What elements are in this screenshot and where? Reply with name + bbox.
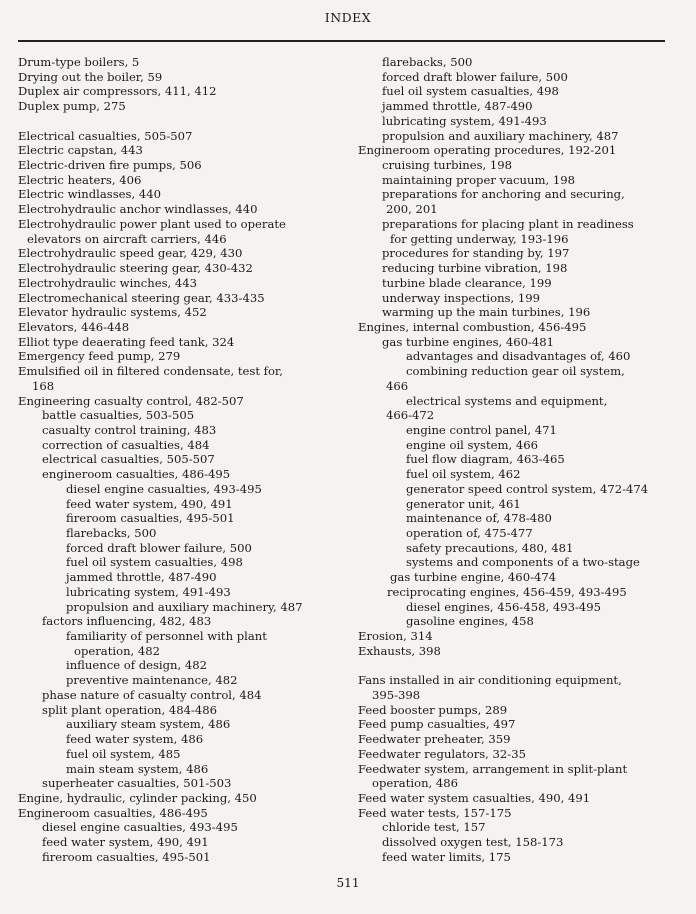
index-entry: forced draft blower failure, 500 <box>382 69 568 84</box>
index-entry: factors influencing, 482, 483 <box>42 614 212 629</box>
index-entry: feed water system, 490, 491 <box>66 496 233 511</box>
index-entry: cruising turbines, 198 <box>382 158 513 173</box>
index-entry: feed water limits, 175 <box>382 849 511 864</box>
index-entry: Feedwater system, arrangement in split-plant <box>358 761 628 776</box>
index-entry: correction of casualties, 484 <box>42 437 210 452</box>
index-entry: reciprocating engines, 456-459, 493-495 <box>387 584 627 599</box>
index-entry: 168 <box>32 378 55 393</box>
index-entry: underway inspections, 199 <box>382 290 540 305</box>
index-entry: flarebacks, 500 <box>66 526 157 540</box>
index-entry: operation, 486 <box>372 776 459 791</box>
index-entry: flarebacks, 500 <box>382 55 473 69</box>
index-entry: Electromechanical steering gear, 433-435 <box>18 290 265 305</box>
index-entry: 395-398 <box>372 687 421 702</box>
index-entry: systems and components of a two-stage <box>406 555 640 570</box>
index-entry: Elevator hydraulic systems, 452 <box>18 305 207 320</box>
page-header: INDEX <box>324 10 372 25</box>
index-column-left <box>18 55 303 865</box>
index-entry: Electric heaters, 406 <box>18 172 142 187</box>
index-entry: Feedwater regulators, 32-35 <box>358 746 526 761</box>
index-entry: Duplex pump, 275 <box>18 99 126 114</box>
index-entry: Fans installed in air conditioning equipment, <box>358 673 622 688</box>
index-entry: safety precautions, 480, 481 <box>406 540 574 555</box>
index-entry: elevators on aircraft carriers, 446 <box>27 231 227 246</box>
index-entry: fireroom casualties, 495-501 <box>66 511 235 526</box>
index-entry: fuel oil system casualties, 498 <box>382 84 559 99</box>
index-entry: Electric capstan, 443 <box>18 143 143 158</box>
index-entry: engine oil system, 466 <box>406 437 539 452</box>
index-entry: diesel engine casualties, 493-495 <box>42 820 238 835</box>
header-rule <box>18 40 665 42</box>
index-entry: combining reduction gear oil system, <box>406 364 625 379</box>
index-entry: dissolved oxygen test, 158-173 <box>382 835 564 850</box>
index-entry: Drying out the boiler, 59 <box>18 69 163 84</box>
index-entry: jammed throttle, 487-490 <box>66 570 217 585</box>
index-entry: turbine blade clearance, 199 <box>382 275 552 290</box>
index-entry: influence of design, 482 <box>66 658 208 673</box>
index-entry: gas turbine engine, 460-474 <box>390 570 557 585</box>
index-entry: fireroom casualties, 495-501 <box>42 849 211 864</box>
blank-line <box>18 114 303 129</box>
index-entry: Feed pump casualties, 497 <box>358 717 516 732</box>
index-entry: fuel flow diagram, 463-465 <box>406 452 565 467</box>
index-entry: Drum-type boilers, 5 <box>18 55 140 69</box>
index-entry: Feed water system casualties, 490, 491 <box>358 790 591 805</box>
index-entry: preventive maintenance, 482 <box>66 673 238 688</box>
index-entry: operation of, 475-477 <box>406 526 533 540</box>
index-entry: propulsion and auxiliary machinery, 487 <box>66 599 303 614</box>
index-entry: Engineroom operating procedures, 192-201 <box>358 143 617 158</box>
index-entry: feed water system, 486 <box>66 732 204 747</box>
index-entry: jammed throttle, 487-490 <box>382 99 533 114</box>
index-entry: Emulsified oil in filtered condensate, test for, <box>18 364 283 379</box>
index-entry: Feedwater preheater, 359 <box>358 732 511 747</box>
index-entry: preparations for anchoring and securing, <box>382 187 625 202</box>
index-entry: Electrohydraulic steering gear, 430-432 <box>18 261 253 276</box>
index-entry: generator speed control system, 472-474 <box>406 481 649 496</box>
index-entry: Elevators, 446-448 <box>18 319 130 334</box>
index-entry: propulsion and auxiliary machinery, 487 <box>382 128 619 143</box>
index-entry: Electrohydraulic speed gear, 429, 430 <box>18 246 243 261</box>
index-entry: gasoline engines, 458 <box>406 614 534 629</box>
index-entry: maintenance of, 478-480 <box>406 511 552 526</box>
index-entry: Electrohydraulic power plant used to operate <box>18 216 286 231</box>
index-entry: auxiliary steam system, 486 <box>66 717 231 732</box>
index-entry: main steam system, 486 <box>66 761 209 776</box>
index-entry: 200, 201 <box>386 202 438 217</box>
index-entry: Exhausts, 398 <box>358 643 441 658</box>
index-entry: Electrical casualties, 505-507 <box>18 128 193 143</box>
index-entry: familiarity of personnel with plant <box>66 629 267 644</box>
index-entry: lubricating system, 491-493 <box>382 113 547 128</box>
index-entry: 466-472 <box>386 408 435 423</box>
index-entry: electrical systems and equipment, <box>406 393 608 408</box>
index-entry: lubricating system, 491-493 <box>66 584 231 599</box>
index-entry: chloride test, 157 <box>382 820 486 835</box>
index-entry: Feed water tests, 157-175 <box>358 805 512 820</box>
index-entry: fuel oil system, 462 <box>406 467 521 482</box>
index-entry: Erosion, 314 <box>358 629 433 644</box>
index-entry: diesel engine casualties, 493-495 <box>66 481 262 496</box>
index-entry: Elliot type deaerating feed tank, 324 <box>18 334 235 349</box>
index-entry: Engineroom casualties, 486-495 <box>18 805 208 820</box>
index-entry: Electrohydraulic winches, 443 <box>18 275 198 290</box>
index-entry: Electrohydraulic anchor windlasses, 440 <box>18 202 258 217</box>
index-entry: split plant operation, 484-486 <box>42 702 218 717</box>
index-entry: Feed booster pumps, 289 <box>358 702 508 717</box>
index-entry: gas turbine engines, 460-481 <box>382 334 555 349</box>
index-entry: advantages and disadvantages of, 460 <box>406 349 631 364</box>
index-entry: casualty control training, 483 <box>42 422 217 437</box>
index-entry: operation, 482 <box>74 643 161 658</box>
index-entry: Electric-driven fire pumps, 506 <box>18 158 202 173</box>
index-entry: engineroom casualties, 486-495 <box>42 467 231 482</box>
index-entry: electrical casualties, 505-507 <box>42 452 215 467</box>
index-entry: Emergency feed pump, 279 <box>18 349 181 364</box>
index-entry: fuel oil system casualties, 498 <box>66 555 243 570</box>
index-entry: battle casualties, 503-505 <box>42 408 195 423</box>
index-entry: maintaining proper vacuum, 198 <box>382 172 575 187</box>
index-entry: for getting underway, 193-196 <box>390 231 569 246</box>
index-entry: preparations for placing plant in readiness <box>382 216 634 231</box>
index-entry: diesel engines, 456-458, 493-495 <box>406 599 602 614</box>
index-entry: forced draft blower failure, 500 <box>66 540 252 555</box>
index-entry: Engineering casualty control, 482-507 <box>18 393 244 408</box>
index-entry: Engine, hydraulic, cylinder packing, 450 <box>18 790 257 805</box>
index-entry: fuel oil system, 485 <box>66 746 181 761</box>
index-entry: procedures for standing by, 197 <box>382 246 570 261</box>
index-entry: Electric windlasses, 440 <box>18 187 161 202</box>
index-entry: warming up the main turbines, 196 <box>382 305 591 320</box>
index-entry: reducing turbine vibration, 198 <box>382 261 568 276</box>
index-entry: phase nature of casualty control, 484 <box>42 687 262 702</box>
blank-line <box>358 658 648 673</box>
index-entry: engine control panel, 471 <box>406 422 557 437</box>
index-entry: superheater casualties, 501-503 <box>42 776 232 791</box>
index-entry: Duplex air compressors, 411, 412 <box>18 84 217 99</box>
index-entry: 466 <box>386 378 409 393</box>
index-entry: generator unit, 461 <box>406 496 521 511</box>
index-column-right <box>358 55 648 865</box>
page-number: 511 <box>336 876 360 890</box>
index-entry: feed water system, 490, 491 <box>42 835 209 850</box>
index-entry: Engines, internal combustion, 456-495 <box>358 319 587 334</box>
